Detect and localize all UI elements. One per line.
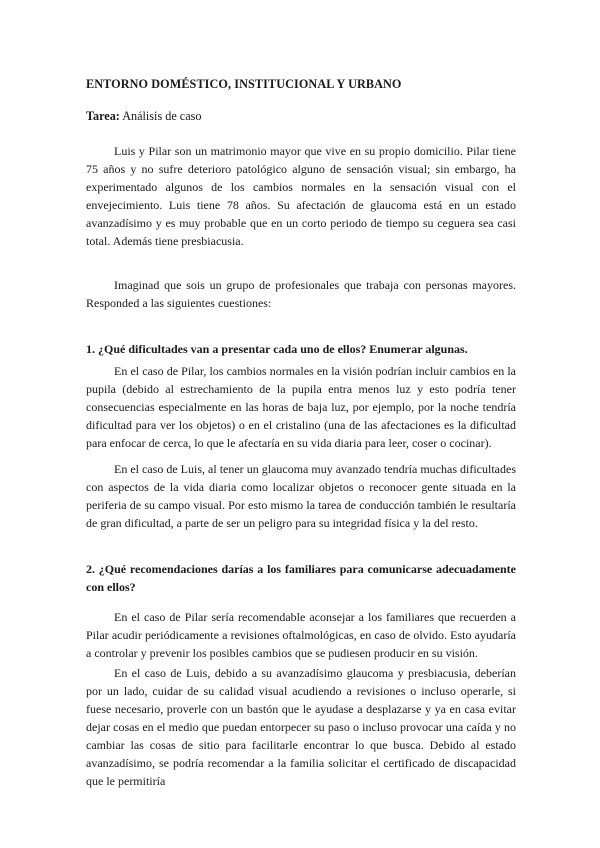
instructions-paragraph: Imaginad que sois un grupo de profesionales que trabaja con personas mayores. Responded a las siguientes cuestiones: [86, 278, 516, 310]
question-heading-2: 2. ¿Qué recomendaciones darías a los familiares para comunicarse adecuadamente con ellos? [86, 562, 516, 594]
task-value: Análisis de caso [122, 109, 202, 123]
answer-paragraph: En el caso de Luis, al tener un glaucoma muy avanzado tendría muchas dificultades con aspectos de la vida diaria como localizar objetos o reconocer gente situada en la periferia de su campo visual. Por esto mismo la tarea de conducción también le resultaría de gran dificultad, a parte de ser un peligro para su integridad física y la del resto. [86, 462, 516, 530]
task-line [86, 108, 516, 124]
answer-paragraph: En el caso de Pilar, los cambios normales en la visión podrían incluir cambios en la pupila (debido al estrechamiento de la pupila entra menos luz y esto podría tener consecuencias especialmente en las horas de baja luz, por ejemplo, por la noche tendría dificultad para ver los objetos) o en el cristalino (una de las afectaciones es la dificultad para enfocar de cerca, lo que le afectaría en su vida diaria para leer, coser o cocinar). [86, 364, 516, 450]
question-heading-1: 1. ¿Qué dificultades van a presentar cada uno de ellos? Enumerar algunas. [86, 342, 468, 356]
document-body [86, 76, 516, 790]
answer-paragraph: En el caso de Luis, debido a su avanzadísimo glaucoma y presbiacusia, deberían por un lado, cuidar de su calidad visual acudiendo a revisiones o incluso operarle, si fuese necesario, proverle con un bastón que le ayudase a desplazarse y ya en casa evitar dejar cosas en el medio que puedan entorpecer su paso o incluso provocar una caída y no cambiar las cosas de sitio para facilitarle encontrar lo que busca. Debido al estado avanzadísimo, se podría recomendar a la familia solicitar el certificado de discapacidad que le permitiría [86, 666, 516, 788]
task-label: Tarea: [86, 109, 120, 123]
answer-paragraph: En el caso de Pilar sería recomendable aconsejar a los familiares que recuerden a Pilar acudir periódicamente a revisiones oftalmológicas, en caso de olvido. Esto ayudaría a controlar y prevenir los posibles cambios que se pudiesen producir en su visión. [86, 610, 516, 660]
intro-paragraph: Luis y Pilar son un matrimonio mayor que vive en su propio domicilio. Pilar tiene 75 años y no sufre deterioro patológico alguno de sensación visual; sin embargo, ha experimentado algunos de los cambios normales en la sensación visual con el envejecimiento. Luis tiene 78 años. Su afectación de glaucoma está en un estado avanzadísimo y es muy probable que en un corto periodo de tiempo su ceguera sea casi total. Además tiene presbiacusia. [86, 144, 516, 248]
question-section-2 [86, 560, 516, 790]
question-section-1 [86, 340, 516, 532]
document-title: ENTORNO DOMÉSTICO, INSTITUCIONAL Y URBANO [86, 77, 402, 91]
